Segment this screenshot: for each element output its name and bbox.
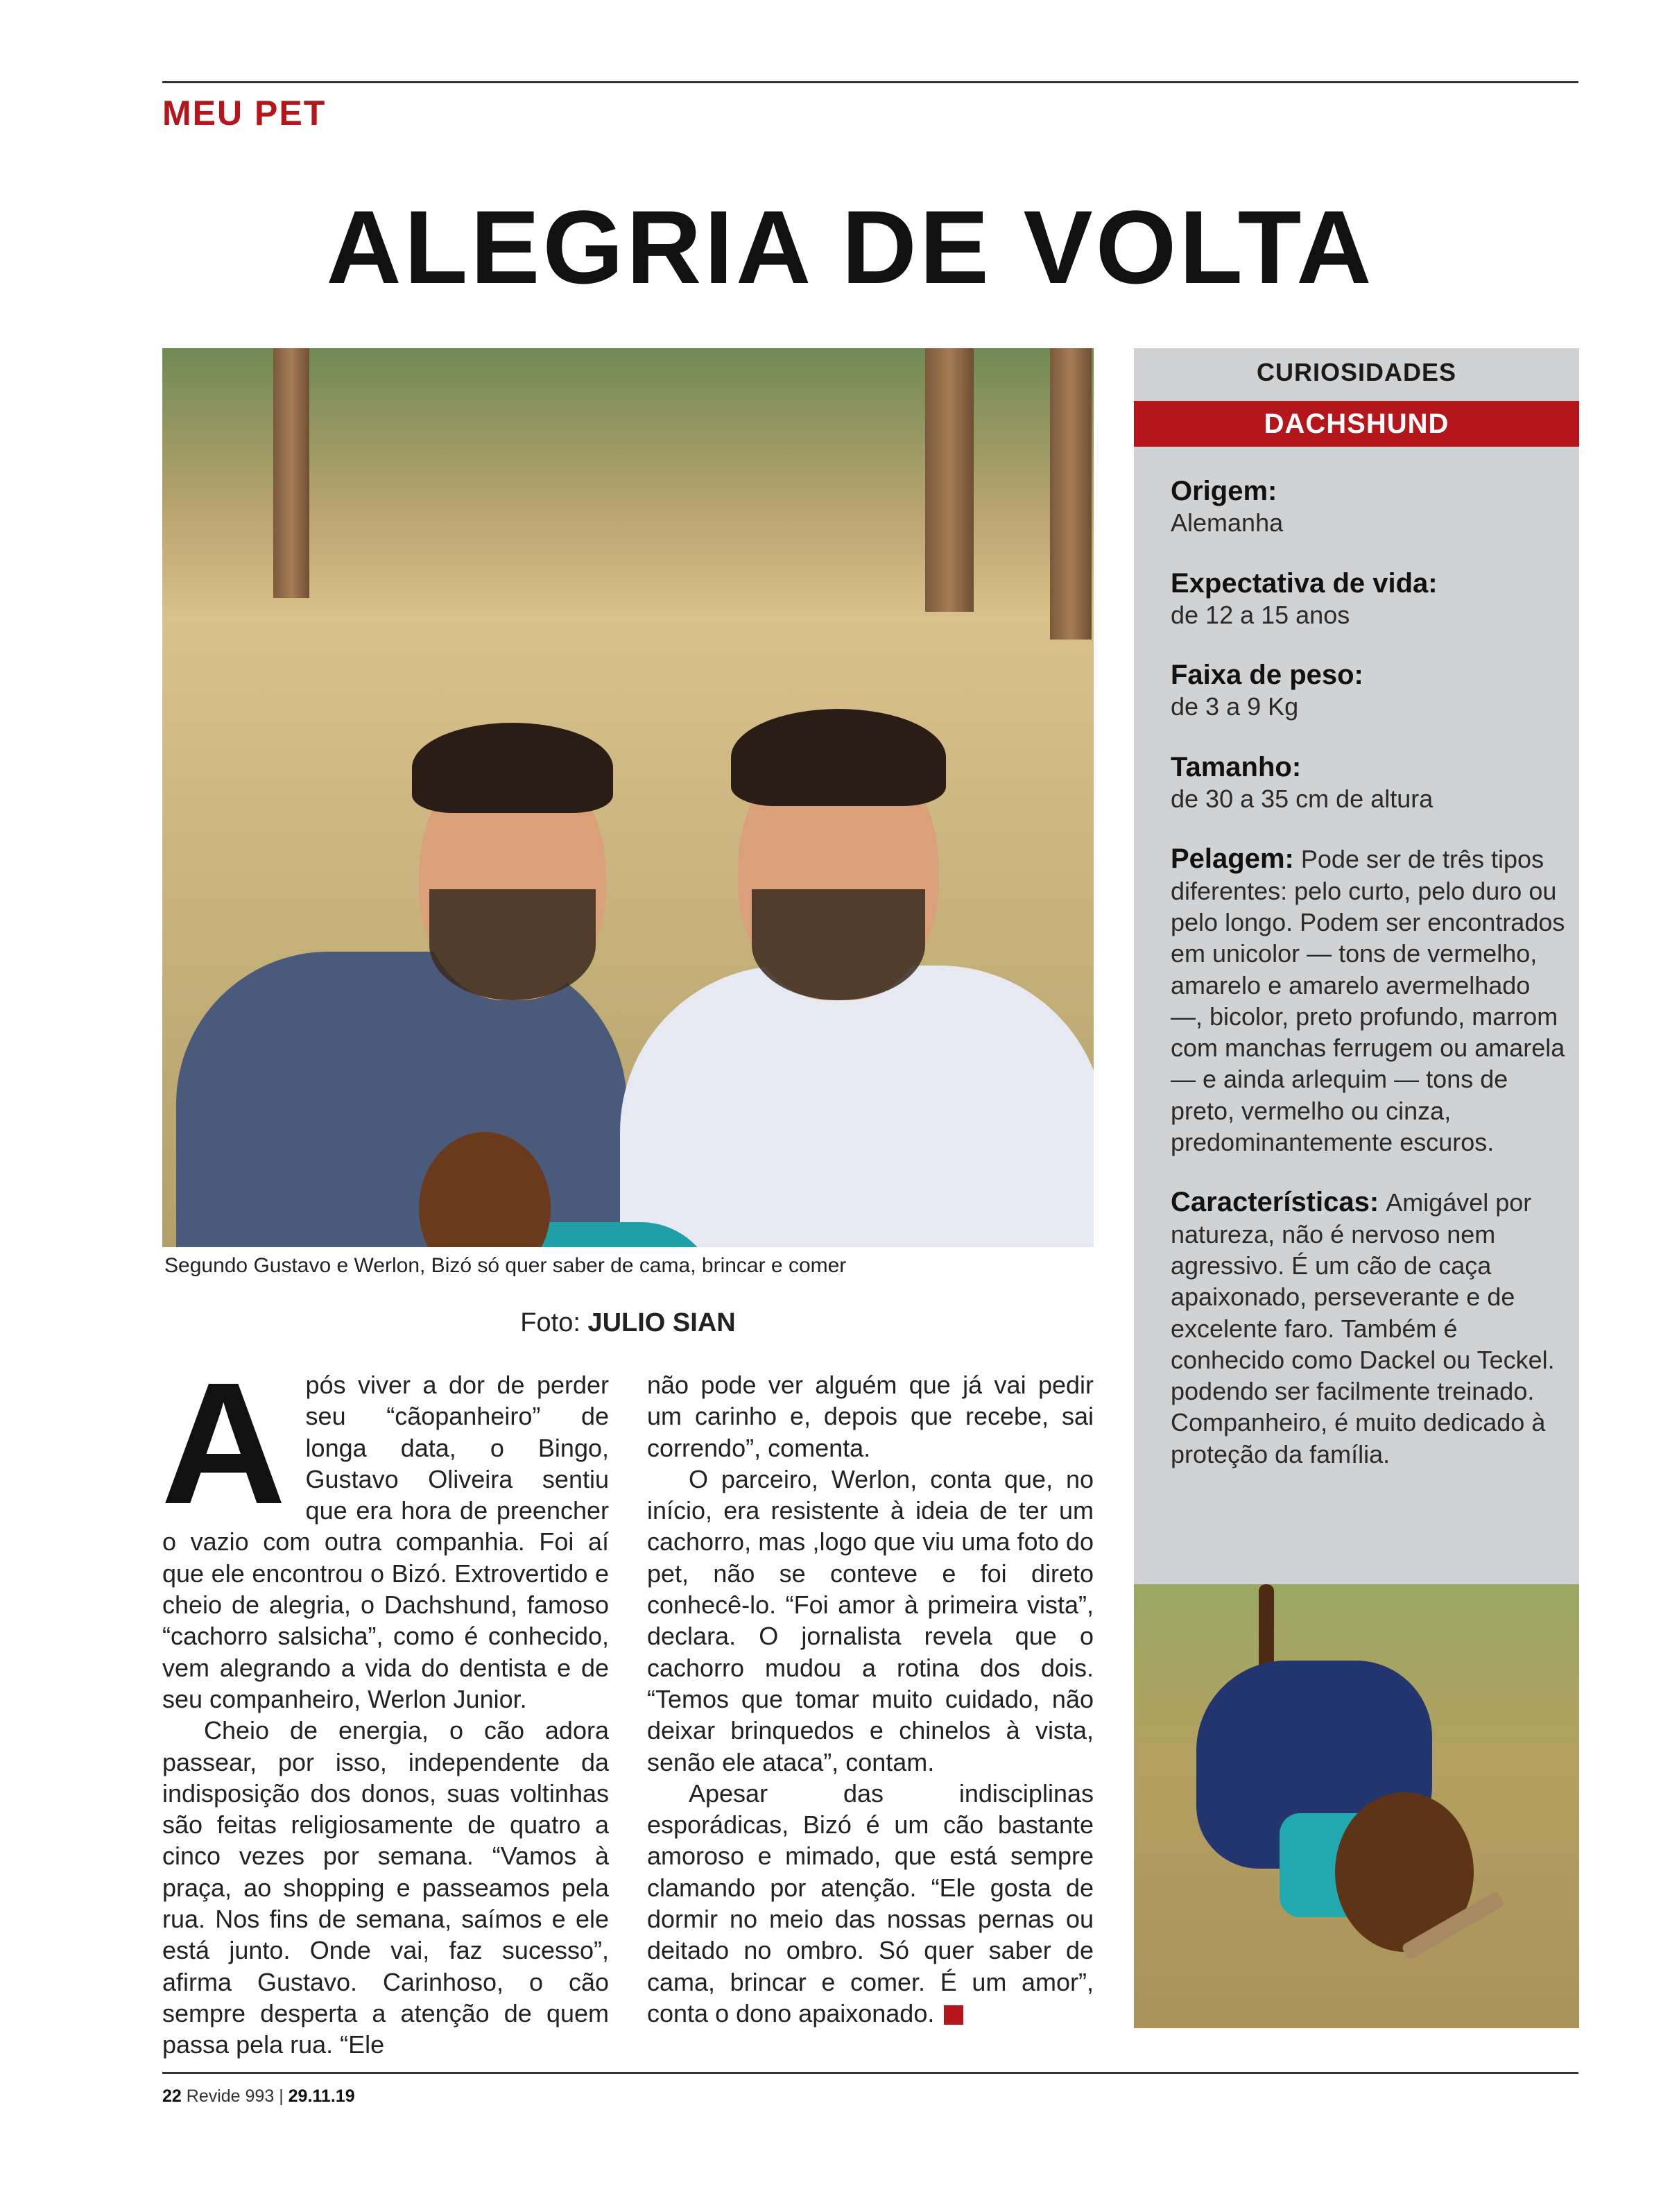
credit-name: JULIO SIAN — [587, 1308, 736, 1337]
article-column-left — [161, 1346, 609, 2061]
fact-tamanho — [1171, 752, 1566, 815]
fact-label: Características: — [1171, 1187, 1379, 1218]
fact-expectativa — [1171, 568, 1566, 631]
person-right-beard — [752, 889, 925, 1000]
article-paragraph-last — [647, 1778, 1094, 2029]
article-paragraph: pós viver a dor de perder seu “cãopanheiro” de longa data, o Bingo, Gustavo Oliveira sentiu que era hora de preencher o vazio com outra companhia. Foi aí que ele encontrou o Bizó. Extrovertido e cheio de alegria, o Dachshund, famoso “cachorro salsicha”, como é conhecido, vem alegrando a vida do dentista e de seu companheiro, Werlon Junior. — [162, 1371, 609, 1713]
fact-value: de 3 a 9 Kg — [1171, 692, 1299, 721]
fact-value: Pode ser de três tipos diferentes: pelo curto, pelo duro ou pelo longo. Podem ser encontrados em unicolor — tons de vermelho, amarelo e amarelo avermelhado —, bicolor, preto profundo, marrom com manchas ferrugem ou amarela — e ainda arlequim — tons de preto, vermelho ou cinza, predominantemente escuros. — [1171, 845, 1565, 1157]
photo-caption: Segundo Gustavo e Werlon, Bizó só quer saber de cama, brincar e comer — [164, 1254, 847, 1277]
fact-peso — [1171, 660, 1566, 723]
section-label: MEU PET — [162, 94, 327, 132]
sidebar-title: CURIOSIDADES — [1256, 358, 1457, 386]
article-paragraph: O parceiro, Werlon, conta que, no início, era resistente à ideia de ter um cachorro, mas ,logo que viu uma foto do pet, não se conteve e foi direto conhecê-lo. “Foi amor à primeira vista”, declara. O jornalista revela que o cachorro mudou a rotina dos dois. “Temos que tomar muito cuidado, não deixar brinquedos e chinelos à vista, senão ele ataca”, contam. — [647, 1464, 1094, 1776]
article-column-right — [647, 1369, 1094, 2029]
fact-label: Faixa de peso: — [1171, 660, 1363, 691]
person-left — [176, 952, 627, 1247]
credit-label: Foto: — [520, 1308, 588, 1337]
tree-trunk — [925, 348, 974, 612]
person-right-hair — [731, 709, 946, 806]
drop-cap: A — [161, 1346, 286, 1540]
footer-separator: | — [279, 2086, 284, 2106]
fact-label: Origem: — [1171, 476, 1277, 506]
photo-credit — [0, 1308, 1256, 1338]
fact-pelagem — [1171, 843, 1566, 1158]
article-paragraph: não pode ver alguém que já vai pedir um carinho e, depois que recebe, sai correndo”, comenta. — [647, 1371, 1094, 1462]
fact-value: de 30 a 35 cm de altura — [1171, 785, 1433, 814]
page-number: 22 — [162, 2086, 182, 2106]
end-mark-icon: R — [944, 2005, 963, 2025]
fact-label: Pelagem: — [1171, 843, 1294, 875]
person-left-beard — [429, 889, 596, 1000]
page-title: ALEGRIA DE VOLTA — [326, 189, 1375, 305]
page-footer — [162, 2086, 355, 2107]
breed-banner: DACHSHUND — [1134, 401, 1579, 447]
article-paragraph: Cheio de energia, o cão adora passear, por isso, independente da indisposição dos donos, suas voltinhas são feitas religiosamente de quatro a cinco vezes por semana. “Vamos à praça, ao shopping e passeamos pela rua. Nos fins de semana, saímos e ele está junto. Onde vai, faz sucesso”, afirma Gustavo. Carinhoso, o cão sempre desperta a atenção de quem passa pela rua. “Ele — [162, 1716, 609, 2059]
top-rule — [162, 81, 1578, 83]
issue-date: 29.11.19 — [288, 2086, 355, 2106]
article-paragraph-text: Apesar das indisciplinas esporádicas, Bizó é um cão bastante amoroso e mimado, que está sempre clamando por atenção. “Ele gosta de dormir no meio das nossas pernas ou deitado no ombro. Só quer saber de cama, brincar e comer. É um amor”, conta o dono apaixonado. — [647, 1778, 1094, 2027]
fact-label: Tamanho: — [1171, 751, 1302, 782]
fact-value: Amigável por natureza, não é nervoso nem agressivo. É um cão de caça apaixonado, perseverante e de excelente faro. Também é conhecido como Dackel ou Teckel. podendo ser facilmente treinado. Companheiro, é muito dedicado à proteção da família. — [1171, 1188, 1555, 1468]
tree-trunk — [273, 348, 309, 598]
fact-value: Alemanha — [1171, 508, 1284, 538]
fact-origem — [1171, 476, 1566, 539]
person-right — [620, 966, 1094, 1247]
bottom-rule — [162, 2072, 1578, 2074]
fact-value: de 12 a 15 anos — [1171, 600, 1350, 629]
dog-photo — [1134, 1584, 1579, 2028]
main-photo — [162, 348, 1094, 1247]
facts-list — [1171, 476, 1566, 1499]
tree-trunk — [1050, 348, 1092, 640]
fact-caracteristicas — [1171, 1187, 1566, 1470]
fact-label: Expectativa de vida: — [1171, 567, 1438, 599]
magazine-issue: Revide 993 — [186, 2086, 275, 2106]
person-left-hair — [412, 723, 613, 813]
